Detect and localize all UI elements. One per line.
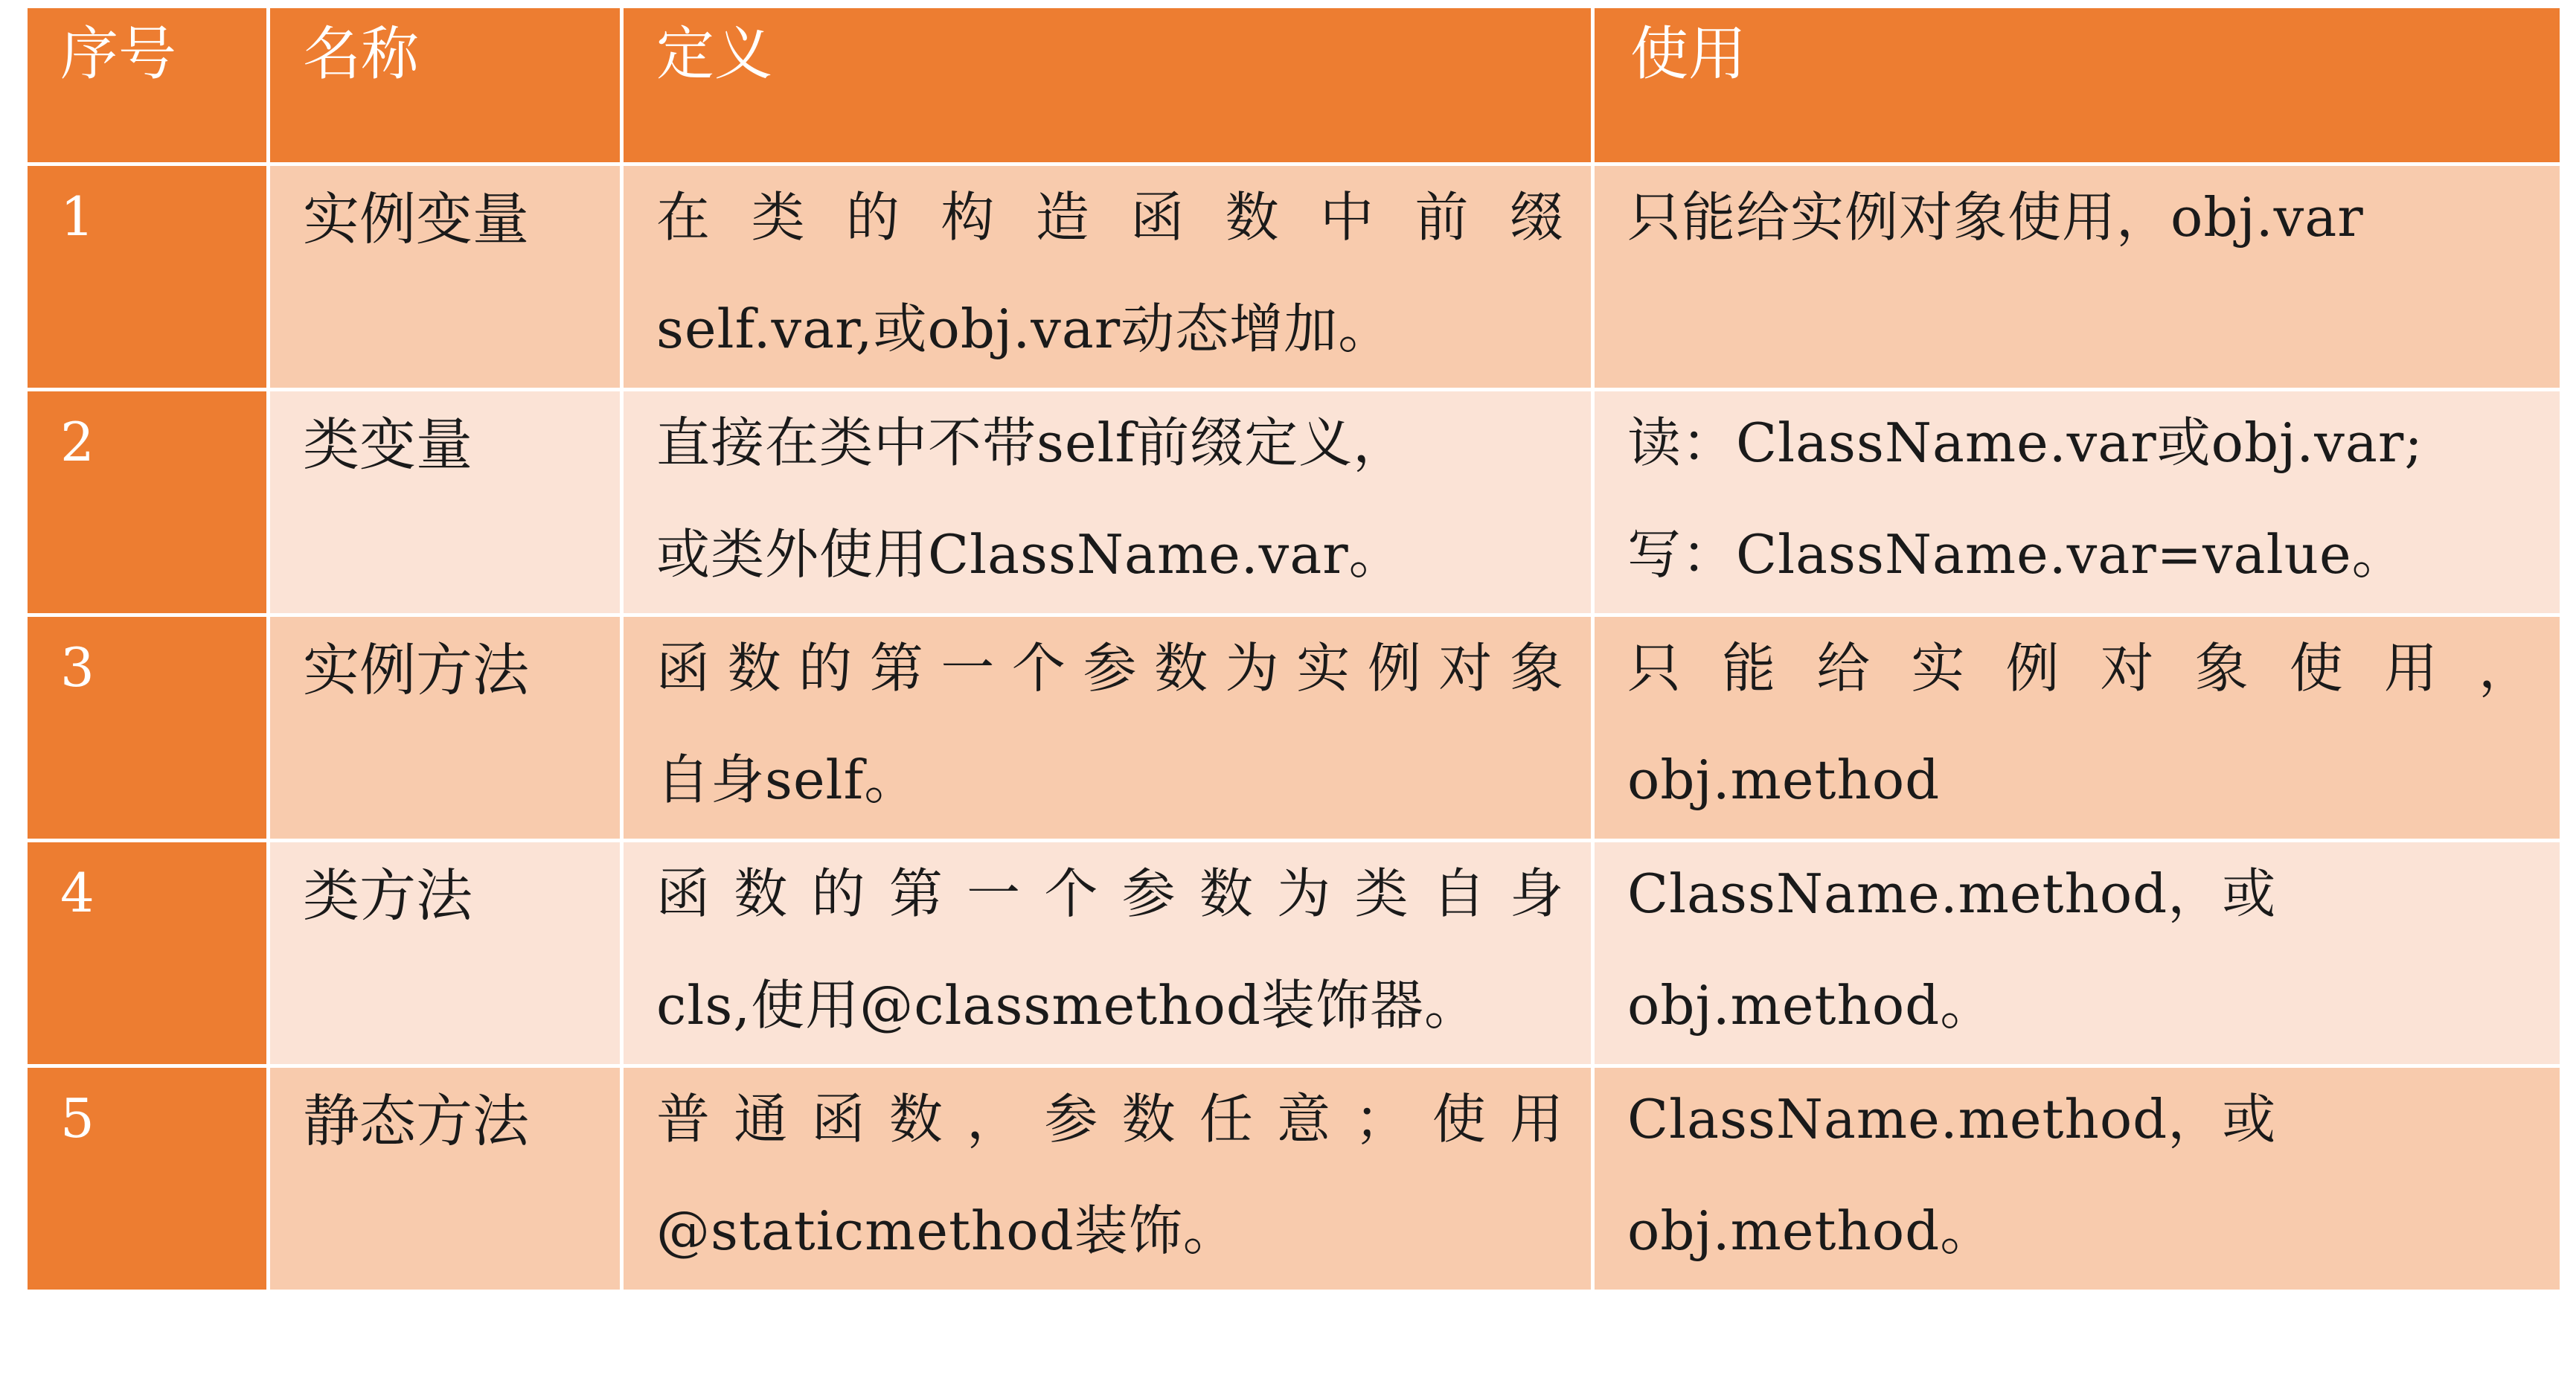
row-name: 实例变量: [269, 164, 622, 390]
table-body: [26, 164, 2562, 1292]
definition-line: 或类外使用ClassName.var。: [656, 523, 1403, 586]
definition-line: 直接在类中不带self前缀定义，: [656, 411, 1408, 474]
header-name: 名称: [269, 7, 622, 164]
row-index: 2: [26, 390, 269, 615]
usage-line: obj.method。: [1627, 974, 1995, 1037]
row-usage: [1593, 164, 2562, 390]
usage-line: 只能给实例对象使用，: [1627, 637, 2533, 699]
usage-line: ClassName.method，或: [1627, 862, 2277, 925]
row-usage: [1593, 1066, 2562, 1292]
row-name: 实例方法: [269, 615, 622, 841]
header-row: [26, 7, 2562, 164]
definition-line: 普通函数，参数任意；使用: [656, 1088, 1564, 1150]
row-index: 4: [26, 841, 269, 1066]
row-definition: [622, 1066, 1593, 1292]
definition-line: 函数的第一个参数为实例对象: [656, 637, 1564, 699]
header-usage: 使用: [1593, 7, 2562, 164]
row-name: 类方法: [269, 841, 622, 1066]
row-usage: [1593, 390, 2562, 615]
usage-line: 写：ClassName.var=value。: [1627, 523, 2406, 586]
header-definition: 定义: [622, 7, 1593, 164]
row-usage: [1593, 615, 2562, 841]
usage-line: obj.method: [1627, 749, 1941, 811]
table-row: [26, 615, 2562, 841]
row-definition: [622, 164, 1593, 390]
table-row: [26, 841, 2562, 1066]
definition-line: 自身self。: [656, 749, 919, 811]
definition-line: @staticmethod装饰。: [656, 1200, 1237, 1262]
row-index: 3: [26, 615, 269, 841]
row-definition: [622, 841, 1593, 1066]
usage-line: 读：ClassName.var或obj.var;: [1627, 411, 2423, 474]
table-row: [26, 164, 2562, 390]
definition-line: 函数的第一个参数为类自身: [656, 862, 1564, 925]
variables-methods-table: [24, 4, 2563, 1293]
row-usage: [1593, 841, 2562, 1066]
usage-line: ClassName.method，或: [1627, 1088, 2277, 1150]
row-name: 静态方法: [269, 1066, 622, 1292]
table-row: [26, 390, 2562, 615]
header-index: 序号: [26, 7, 269, 164]
usage-line: 只能给实例对象使用，obj.var: [1627, 186, 2364, 249]
usage-line: obj.method。: [1627, 1200, 1995, 1262]
row-definition: [622, 615, 1593, 841]
definition-line: cls,使用@classmethod装饰器。: [656, 974, 1478, 1037]
row-index: 5: [26, 1066, 269, 1292]
row-name: 类变量: [269, 390, 622, 615]
table-row: [26, 1066, 2562, 1292]
definition-line: 在类的构造函数中前缀: [656, 186, 1564, 249]
row-index: 1: [26, 164, 269, 390]
table-header: [26, 7, 2562, 164]
row-definition: [622, 390, 1593, 615]
definition-line: self.var,或obj.var动态增加。: [656, 298, 1393, 360]
comparison-table-container: [24, 4, 2560, 1293]
